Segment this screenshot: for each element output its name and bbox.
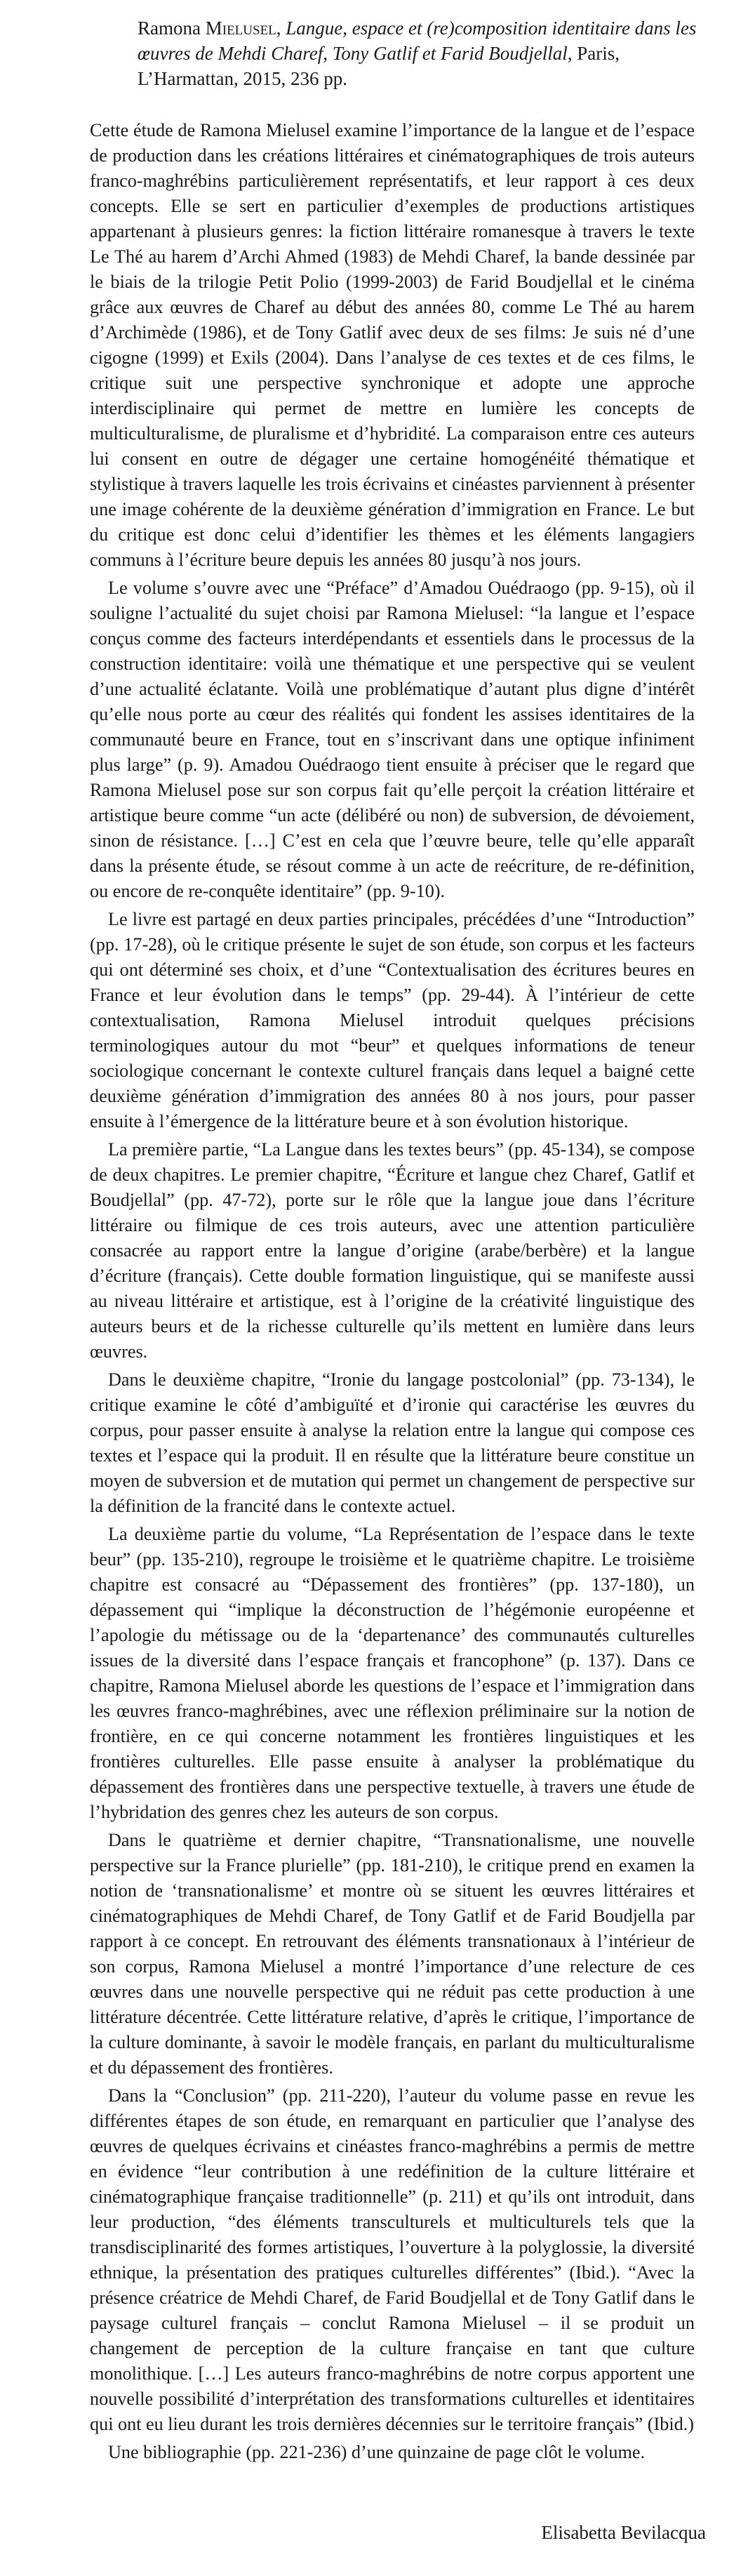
reference-author-last: Mielusel	[205, 18, 276, 39]
reviewer-signature: Elisabetta Bevilacqua	[541, 2522, 706, 2543]
review-body	[90, 118, 695, 2465]
paragraph-chapter-four: Dans le quatrième et dernier chapitre, “Transnationalisme, une nouvelle perspective sur la France plurielle” (pp. 181-210), le critique prend en examen la notion de ‘transnationalisme’ et montre où se situent les œuvres littéraires et cinématographiques de Mehdi Charef, de Tony Gatlif et de Farid Boudjella par rapport à ce concept. En retrouvant des éléments transnationaux à l’intérieur de son corpus, Ramona Mielusel a montré l’importance d’une relecture de ces œuvres dans une nouvelle perspective qui ne réduit pas cette production à une littérature décentrée. Cette littérature relative, d’après le critique, l’importance de la culture dominante, à savoir le modèle français, en parlant du multiculturalisme et du dépassement des frontières.	[90, 1830, 695, 2078]
paragraph-structure: Le livre est partagé en deux parties principales, précédées d’une “Introduction” (pp. 17-28), où le critique présente le sujet de son étude, son corpus et les facteurs qui ont déterminé ses choix, et d’une “Contextualisation des écritures beures en France et leur évolution dans le temps” (pp. 29-44). À l’intérieur de cette contextualisation, Ramona Mielusel introduit quelques précisions terminologiques autour du mot “beur” et quelques informations de teneur sociologique concernant le contexte culturel français dans lequel a baigné cette deuxième génération d’immigration des années 80 à nos jours, pour passer ensuite à l’émergence de la littérature beure et à son évolution historique.	[90, 909, 695, 1131]
reference-publication: Paris, L’Harmattan, 2015, 236 pp.	[138, 43, 620, 89]
reference-title: Langue, espace et (re)composition identitaire dans les œuvres de Mehdi Charef, Tony Gatlif et Farid Boudjellal	[138, 18, 697, 64]
paragraph-part-two: La deuxième partie du volume, “La Représentation de l’espace dans le texte beur” (pp. 135-210), regroupe le troisième et le quatrième chapitre. Le troisième chapitre est consacré au “Dépassement des frontières” (pp. 137-180), un dépassement qui “implique la déconstruction de l’hégémonie européenne et l’apologie du métissage ou de la ‘departenance’ des communautés culturelles issues de la diversité dans l’espace français et francophone” (p. 137). Dans ce chapitre, Ramona Mielusel aborde les questions de l’espace et l’immigration dans les œuvres franco-maghrébines, avec une réflexion préliminaire sur la notion de frontière, en ce qui concerne notamment les frontières linguistiques et les frontières culturelles. Elle passe ensuite à analyser la problématique du dépassement des frontières dans une perspective textuelle, à travers une étude de l’hybridation des genres chez les auteurs de son corpus.	[90, 1524, 695, 1822]
paragraph-preface: Le volume s’ouvre avec une “Préface” d’Amadou Ouédraogo (pp. 9-15), où il souligne l’actualité du sujet choisi par Ramona Mielusel: “la langue et l’espace conçus comme des facteurs interdépendants et essentiels dans le processus de la construction identitaire: voilà une thématique et une perspective qui se veulent d’une actualité éclatante. Voilà une problématique d’autant plus digne d’intérêt qu’elle nous porte au cœur des réalités qui fondent les assises identitaires de la communauté beure en France, tout en s’inscrivant dans une optique infiniment plus large” (p. 9). Amadou Ouédraogo tient ensuite à préciser que le regard que Ramona Mielusel pose sur son corpus fait qu’elle perçoit la création littéraire et artistique beure comme “un acte (délibéré ou non) de subversion, de dévoiement, sinon de résistance. […] C’est en cela que l’œuvre beure, telle qu’elle apparaît dans la présente étude, se résout comme à un acte de reécriture, de re-définition, ou encore de re-conquête identitaire” (pp. 9-10).	[90, 578, 695, 901]
reference-author-first: Ramona	[138, 18, 201, 39]
paragraph-part-one: La première partie, “La Langue dans les textes beurs” (pp. 45-134), se compose de deux chapitres. Le premier chapitre, “Écriture et langue chez Charef, Gatlif et Boudjellal” (pp. 47-72), porte sur le rôle que la langue joue dans l’écriture littéraire ou filmique de ces trois auteurs, avec une attention particulière consacrée au rapport entre la langue d’origine (arabe/berbère) et la langue d’écriture (français). Cette double formation linguistique, qui se manifeste aussi au niveau littéraire et artistique, est à l’origine de la créativité linguistique des auteurs beurs et de la richesse culturelle qu’ils mettent en lumière dans leurs œuvres.	[90, 1139, 695, 1362]
paragraph-intro: Cette étude de Ramona Mielusel examine l’importance de la langue et de l’espace de production dans les créations littéraires et cinématographiques de trois auteurs franco-maghrébins particulièrement représentatifs, et leur rapport à ces deux concepts. Elle se sert en particulier d’exemples de productions artistiques appartenant à plusieurs genres: la fiction littéraire romanesque à travers le texte Le Thé au harem d’Archi Ahmed (1983) de Mehdi Charef, la bande dessinée par le biais de la trilogie Petit Polio (1999-2003) de Farid Boudjellal et le cinéma grâce aux œuvres de Charef au début des années 80, comme Le Thé au harem d’Archimède (1986), et de Tony Gatlif avec deux de ses films: Je suis né d’une cigogne (1999) et Exils (2004). Dans l’analyse de ces textes et de ces films, le critique suit une perspective synchronique et adopte une approche interdisciplinaire qui permet de mettre en lumière les concepts de multiculturalisme, de pluralisme et d’hybridité. La comparaison entre ces auteurs lui consent en outre de dégager une certaine homogénéité thématique et stylistique à travers laquelle les trois écrivains et cinéastes parviennent à présenter une image cohérente de la deuxième génération d’immigration en France. Le but du critique est donc celui d’identifier les thèmes et les éléments langagiers communs à l’écriture beure depuis les années 80 jusqu’à nos jours.	[90, 120, 695, 570]
paragraph-bibliography: Une bibliographie (pp. 221-236) d’une quinzaine de page clôt le volume.	[108, 2442, 646, 2462]
paragraph-conclusion: Dans la “Conclusion” (pp. 211-220), l’auteur du volume passe en revue les différentes étapes de son étude, en remarquant en particulier que l’analyse des œuvres de quelques écrivains et cinéastes franco-maghrébins a permis de mettre en évidence “leur contribution à une redéfinition de la culture littéraire et cinématographique française traditionnelle” (p. 211) et qu’ils ont introduit, dans leur production, “des éléments transculturels et multiculturels tels que la transdisciplinarité des formes artistiques, l’ouverture à la polyglossie, la diversité ethnique, la présentation des pratiques culturelles différentes” (Ibid.). “Avec la présence créatrice de Mehdi Charef, de Farid Boudjellal et de Tony Gatlif dans le paysage culturel français – conclut Ramona Mielusel – il se produit un changement de perception de la culture française en tant que culture monolithique. […] Les auteurs franco-maghrébins de notre corpus apportent une nouvelle possibilité d’interprétation des transformations culturelles et identitaires qui ont eu lieu durant les trois dernières décennies sur le territoire français” (Ibid.)	[90, 2085, 695, 2434]
book-reference: Ramona Mielusel, Langue, espace et (re)composition identitaire dans les œuvres de Mehdi Charef, Tony Gatlif et Farid Boudjellal, Paris, L’Harmattan, 2015, 236 pp.	[138, 18, 697, 89]
paragraph-chapter-two: Dans le deuxième chapitre, “Ironie du langage postcolonial” (pp. 73-134), le critique examine le côté d’ambiguïté et d’ironie qui caractérise les œuvres du corpus, pour passer ensuite à analyse la relation entre la langue qui compose ces textes et l’espace qui la produit. Il en résulte que la littérature beure constitue un moyen de subversion et de mutation qui permet un changement de perspective sur la définition de la francité dans le contexte actuel.	[90, 1369, 695, 1516]
